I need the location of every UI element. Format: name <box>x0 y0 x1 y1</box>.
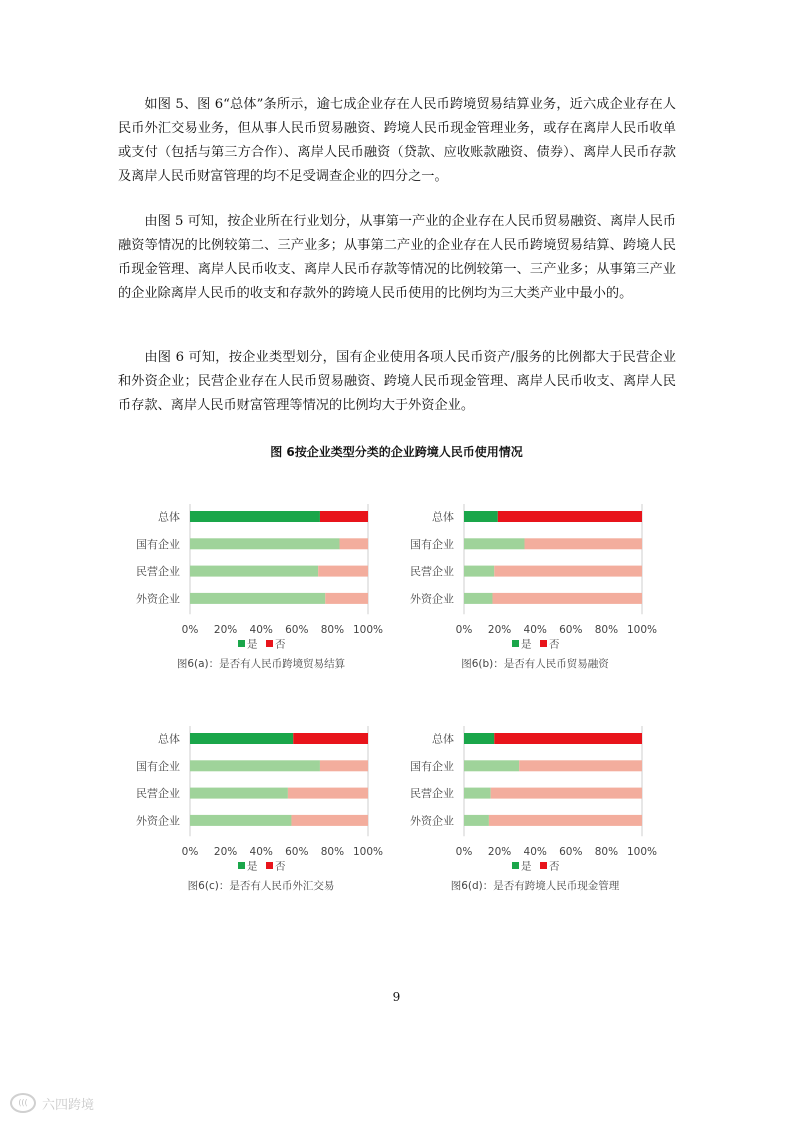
category-label: 民营企业 <box>410 565 454 579</box>
bar-segment-yes <box>190 593 325 604</box>
bar-segment-yes <box>464 511 498 522</box>
watermark-logo-icon: ((( <box>10 1093 36 1113</box>
legend-label-yes: 是 <box>521 638 532 651</box>
body-paragraph-2: 由图 5 可知，按企业所在行业划分，从事第一产业的企业存在人民币贸易融资、离岸人民币融资等情况的比例较第二、三产业多；从事第二产业的企业存在人民币跨境贸易结算、跨境人民币现金管理、离岸人民币收支、离岸人民币存款等情况的比例较第一、三产业多；从事第三产业的企业除离岸人民币的收支和存款外的跨境人民币使用的比例均为三大类产业中最小的。 <box>118 214 676 301</box>
bar-segment-no <box>318 566 368 577</box>
category-label: 国有企业 <box>136 537 180 551</box>
watermark-text: 六四跨境 <box>42 1097 95 1113</box>
legend-swatch-yes <box>512 862 519 869</box>
category-label: 民营企业 <box>136 787 180 801</box>
category-label: 总体 <box>432 732 454 746</box>
bar-segment-no <box>491 788 642 799</box>
bar-segment-no <box>525 538 642 549</box>
legend-label-no: 否 <box>275 860 286 873</box>
category-label: 总体 <box>158 732 180 746</box>
bar-segment-no <box>293 733 368 744</box>
bar-segment-no <box>340 538 368 549</box>
x-tick-label: 100% <box>352 624 384 636</box>
bar-segment-yes <box>190 566 318 577</box>
bar-segment-yes <box>464 815 489 826</box>
figure-title: 图 6按企业类型分类的企业跨境人民币使用情况 <box>270 445 523 459</box>
bar-segment-no <box>492 593 642 604</box>
x-tick-label: 40% <box>249 624 273 636</box>
watermark <box>10 1093 94 1113</box>
x-tick-label: 80% <box>320 624 345 636</box>
x-tick-label: 100% <box>352 846 384 858</box>
category-label: 国有企业 <box>136 759 180 773</box>
bar-segment-no <box>494 566 642 577</box>
x-tick-label: 60% <box>559 624 583 636</box>
x-tick-label: 40% <box>523 846 547 858</box>
x-tick-label: 40% <box>249 846 273 858</box>
bar-segment-yes <box>464 788 491 799</box>
legend-label-no: 否 <box>275 638 286 651</box>
bar-segment-no <box>325 593 368 604</box>
bar-segment-yes <box>190 733 293 744</box>
x-tick-label: 60% <box>285 624 309 636</box>
category-label: 总体 <box>158 510 180 524</box>
bar-segment-no <box>320 511 368 522</box>
x-tick-label: 0% <box>181 624 199 636</box>
x-tick-label: 100% <box>626 624 658 636</box>
legend-swatch-no <box>540 640 547 647</box>
x-tick-label: 0% <box>455 846 473 858</box>
x-tick-label: 20% <box>213 624 238 636</box>
bar-segment-no <box>320 760 368 771</box>
x-tick-label: 20% <box>487 624 512 636</box>
legend-label-yes: 是 <box>521 860 532 873</box>
page-number: 9 <box>392 990 401 1004</box>
chart-caption: 图6(d)：是否有跨境人民币现金管理 <box>450 880 620 892</box>
chart-caption: 图6(c)：是否有人民币外汇交易 <box>187 880 335 892</box>
x-tick-label: 40% <box>523 624 547 636</box>
category-label: 外资企业 <box>410 814 454 828</box>
legend-swatch-yes <box>238 862 245 869</box>
x-tick-label: 20% <box>487 846 512 858</box>
bar-segment-no <box>519 760 642 771</box>
legend-swatch-yes <box>512 640 519 647</box>
x-tick-label: 80% <box>320 846 345 858</box>
x-tick-label: 60% <box>559 846 583 858</box>
legend-swatch-no <box>266 640 273 647</box>
category-label: 外资企业 <box>410 592 454 606</box>
chart-caption: 图6(a)：是否有人民币跨境贸易结算 <box>176 658 346 670</box>
bar-segment-yes <box>464 538 525 549</box>
bar-segment-yes <box>190 788 288 799</box>
category-label: 国有企业 <box>410 759 454 773</box>
category-label: 国有企业 <box>410 537 454 551</box>
category-label: 民营企业 <box>410 787 454 801</box>
category-label: 外资企业 <box>136 814 180 828</box>
bar-segment-yes <box>464 733 494 744</box>
bar-segment-yes <box>190 760 320 771</box>
category-label: 民营企业 <box>136 565 180 579</box>
chart-caption: 图6(b)：是否有人民币贸易融资 <box>461 658 609 670</box>
bar-segment-yes <box>190 538 340 549</box>
legend-label-yes: 是 <box>247 638 258 651</box>
bar-segment-yes <box>190 511 320 522</box>
legend-label-no: 否 <box>549 638 560 651</box>
body-paragraph-1: 如图 5、图 6“总体”条所示，逾七成企业存在人民币跨境贸易结算业务，近六成企业存在人民币外汇交易业务，但从事人民币贸易融资、跨境人民币现金管理业务，或存在离岸人民币收单或支付（包括与第三方合作）、离岸人民币融资（贷款、应收账款融资、债券）、离岸人民币存款及离岸人民币财富管理的均不足受调查企业的四分之一。 <box>118 97 676 184</box>
x-tick-label: 80% <box>594 846 619 858</box>
category-label: 总体 <box>432 510 454 524</box>
legend-label-yes: 是 <box>247 860 258 873</box>
category-label: 外资企业 <box>136 592 180 606</box>
body-paragraph-3: 由图 6 可知，按企业类型划分，国有企业使用各项人民币资产/服务的比例都大于民营企业和外资企业；民营企业存在人民币贸易融资、跨境人民币现金管理、离岸人民币收支、离岸人民币存款、离岸人民币财富管理等情况的比例均大于外资企业。 <box>118 350 676 413</box>
bar-segment-yes <box>464 593 492 604</box>
legend-swatch-no <box>266 862 273 869</box>
legend-label-no: 否 <box>549 860 560 873</box>
bar-segment-no <box>494 733 642 744</box>
x-tick-label: 20% <box>213 846 238 858</box>
legend-swatch-yes <box>238 640 245 647</box>
x-tick-label: 80% <box>594 624 619 636</box>
bar-segment-yes <box>464 760 519 771</box>
bar-segment-yes <box>464 566 494 577</box>
x-tick-label: 0% <box>455 624 473 636</box>
x-tick-label: 0% <box>181 846 199 858</box>
x-tick-label: 60% <box>285 846 309 858</box>
x-tick-label: 100% <box>626 846 658 858</box>
bar-segment-no <box>288 788 368 799</box>
bar-segment-no <box>489 815 642 826</box>
bar-segment-yes <box>190 815 291 826</box>
bar-segment-no <box>291 815 368 826</box>
bar-segment-no <box>498 511 642 522</box>
legend-swatch-no <box>540 862 547 869</box>
